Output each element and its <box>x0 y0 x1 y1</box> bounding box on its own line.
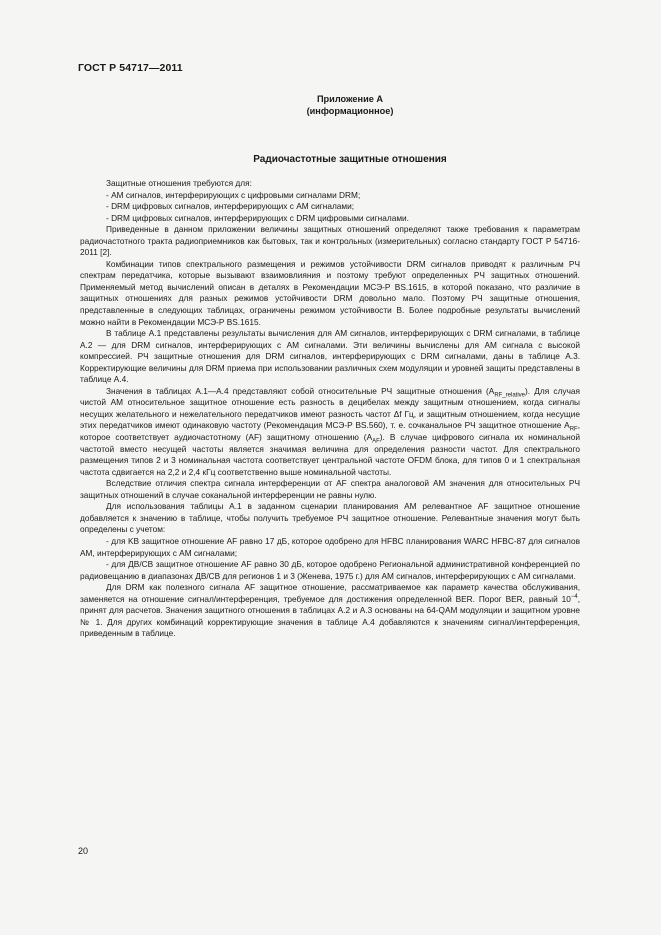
text-run: ). В случае цифрового сигнала их номинальной частотой вместо несущей частоты является значимая величина для определения разности частот. Для спектрального размещения типов 2 и 3 номинальная частота соответствует центральной частоте OFDM блока, для типов 0 и 1 спектральная частота сдвигается на 2,2 и 2,4 кГц соответственно выше номинальной частоты. <box>80 432 580 477</box>
paragraph: Вследствие отличия спектра сигнала интерференции от AF спектра аналоговой АМ значения для относительных РЧ защитных отношений в случае соканальной интерференции не равны нулю. <box>80 478 580 500</box>
text-run: Значения в таблицах А.1—А.4 представляют собой относительные РЧ защитные отношения (A <box>106 385 495 396</box>
section-title: Радиочастотные защитные отношения <box>253 154 447 165</box>
annex-subtitle: (информационное) <box>306 106 394 116</box>
text-run: , которое соответствует аудиочастотному (AF) защитному отношению (A <box>80 420 580 443</box>
list-item: - для ДВ/СВ защитное отношение AF равно 30 дБ, которое одобрено Региональной административной конференцией по радиовещанию в диапазонах ДВ/СВ для регионов 1 и 3 (Женева, 1975 г.) для АМ сигналов, интерферирующих с АМ сигналами. <box>80 559 580 581</box>
page-number: 20 <box>78 846 89 856</box>
body-text <box>80 178 580 640</box>
document-id-header: ГОСТ Р 54717—2011 <box>78 62 183 74</box>
list-item: - для KB защитное отношение AF равно 17 дБ, которое одобрено для HFBC планирования WARC HFBC-87 для сигналов АМ, интерферирующих с АМ сигналами; <box>80 535 580 558</box>
paragraph: Комбинации типов спектрального размещения и режимов устойчивости DRM сигналов приводят к различным РЧ спектрам передатчика, которые вызывают взаимовлияния и поэтому требуют определенных РЧ защитных отношений. Применяемый метод вычислений описан в деталях в Рекомендации МСЭ-Р BS.1615, в которой показано, что различие в защитных отношениях для разных режимов устойчивости DRM довольно мало. Поэтому РЧ защитные отношения, представленные в следующих таблицах, ограничены режимом устойчивости В. Более подробные результаты вычислений можно найти в Рекомендации МСЭ-Р BS.1615. <box>80 258 580 327</box>
paragraph: Приведенные в данном приложении величины защитных отношений определяют также требования к параметрам радиочастотного тракта радиоприемников как бытовых, так и контрольных (измерительных) согласно стандарту ГОСТ Р 54716-2011 [2]. <box>80 224 580 258</box>
subscript: AF <box>372 438 380 445</box>
text-run: Для DRM как полезного сигнала AF защитное отношение, рассматриваемое как параметр качества обслуживания, заменяется на отношение сигнал/интерференция, требуемое для достижения определенной BER. Порог BER, равный 10 <box>80 582 580 604</box>
paragraph: Для использования таблицы А.1 в заданном сценарии планирования АМ релевантное AF защитное отношение добавляется к значению в таблице, чтобы получить требуемое РЧ защитное отношение. Релевантные значения могут быть определены с учетом: <box>80 501 580 535</box>
paragraph-ber <box>80 582 580 640</box>
requirements-list <box>80 190 580 225</box>
text-run: , принят для расчетов. Значения защитного отношения в таблицах А.2 и А.3 основаны на 64-QAM модуляции и защитном уровне № 1. Для других комбинаций корректирующие значения в таблице А.4 добавляются к значениям сигнал/интерференция, приведенным в таблице. <box>80 593 580 639</box>
subscript: RF_relative <box>494 392 525 399</box>
intro-paragraph: Защитные отношения требуются для: <box>106 178 252 188</box>
list-item: - DRM цифровых сигналов, интерферирующих с DRM цифровыми сигналами. <box>106 212 409 223</box>
text-run: ). Для случая чистой АМ относительное защитное отношение есть разность в децибелах между защитным отношением, когда сигналы несущих желательного и нежелательного передатчиков имеют разность частот Δf Гц, и защитным отношением, когда несущие этих передатчиков имеют одинаковую частоту (Рекомендация МСЭ-Р BS.560), т. е. сочканальное РЧ защитное отношение A <box>80 385 580 431</box>
annex-heading <box>200 93 500 117</box>
annex-title: Приложение А <box>316 94 384 104</box>
list-item: - АМ сигналов, интерферирующих с цифровыми сигналами DRM; <box>106 189 361 200</box>
list-item: - DRM цифровых сигналов, интерферирующих с АМ сигналами; <box>106 201 355 212</box>
subscript: RF <box>569 427 578 434</box>
superscript: −4 <box>570 593 578 600</box>
paragraph: В таблице А.1 представлены результаты вычисления для АМ сигналов, интерферирующих с DRM сигналами, в таблице А.2 — для DRM сигналов, интерферирующих с АМ сигналами. Эти величины вычислены для АМ сигнала с высокой компрессией. РЧ защитные отношения для DRM сигналов, интерферирующих с DRM сигналами, даны в таблице А.3. Корректирующие величины для DRM приема при использовании различных схем модуляции и уровней защиты представлены в таблице А.4. <box>80 328 580 385</box>
paragraph-relative-ratio <box>80 386 580 478</box>
